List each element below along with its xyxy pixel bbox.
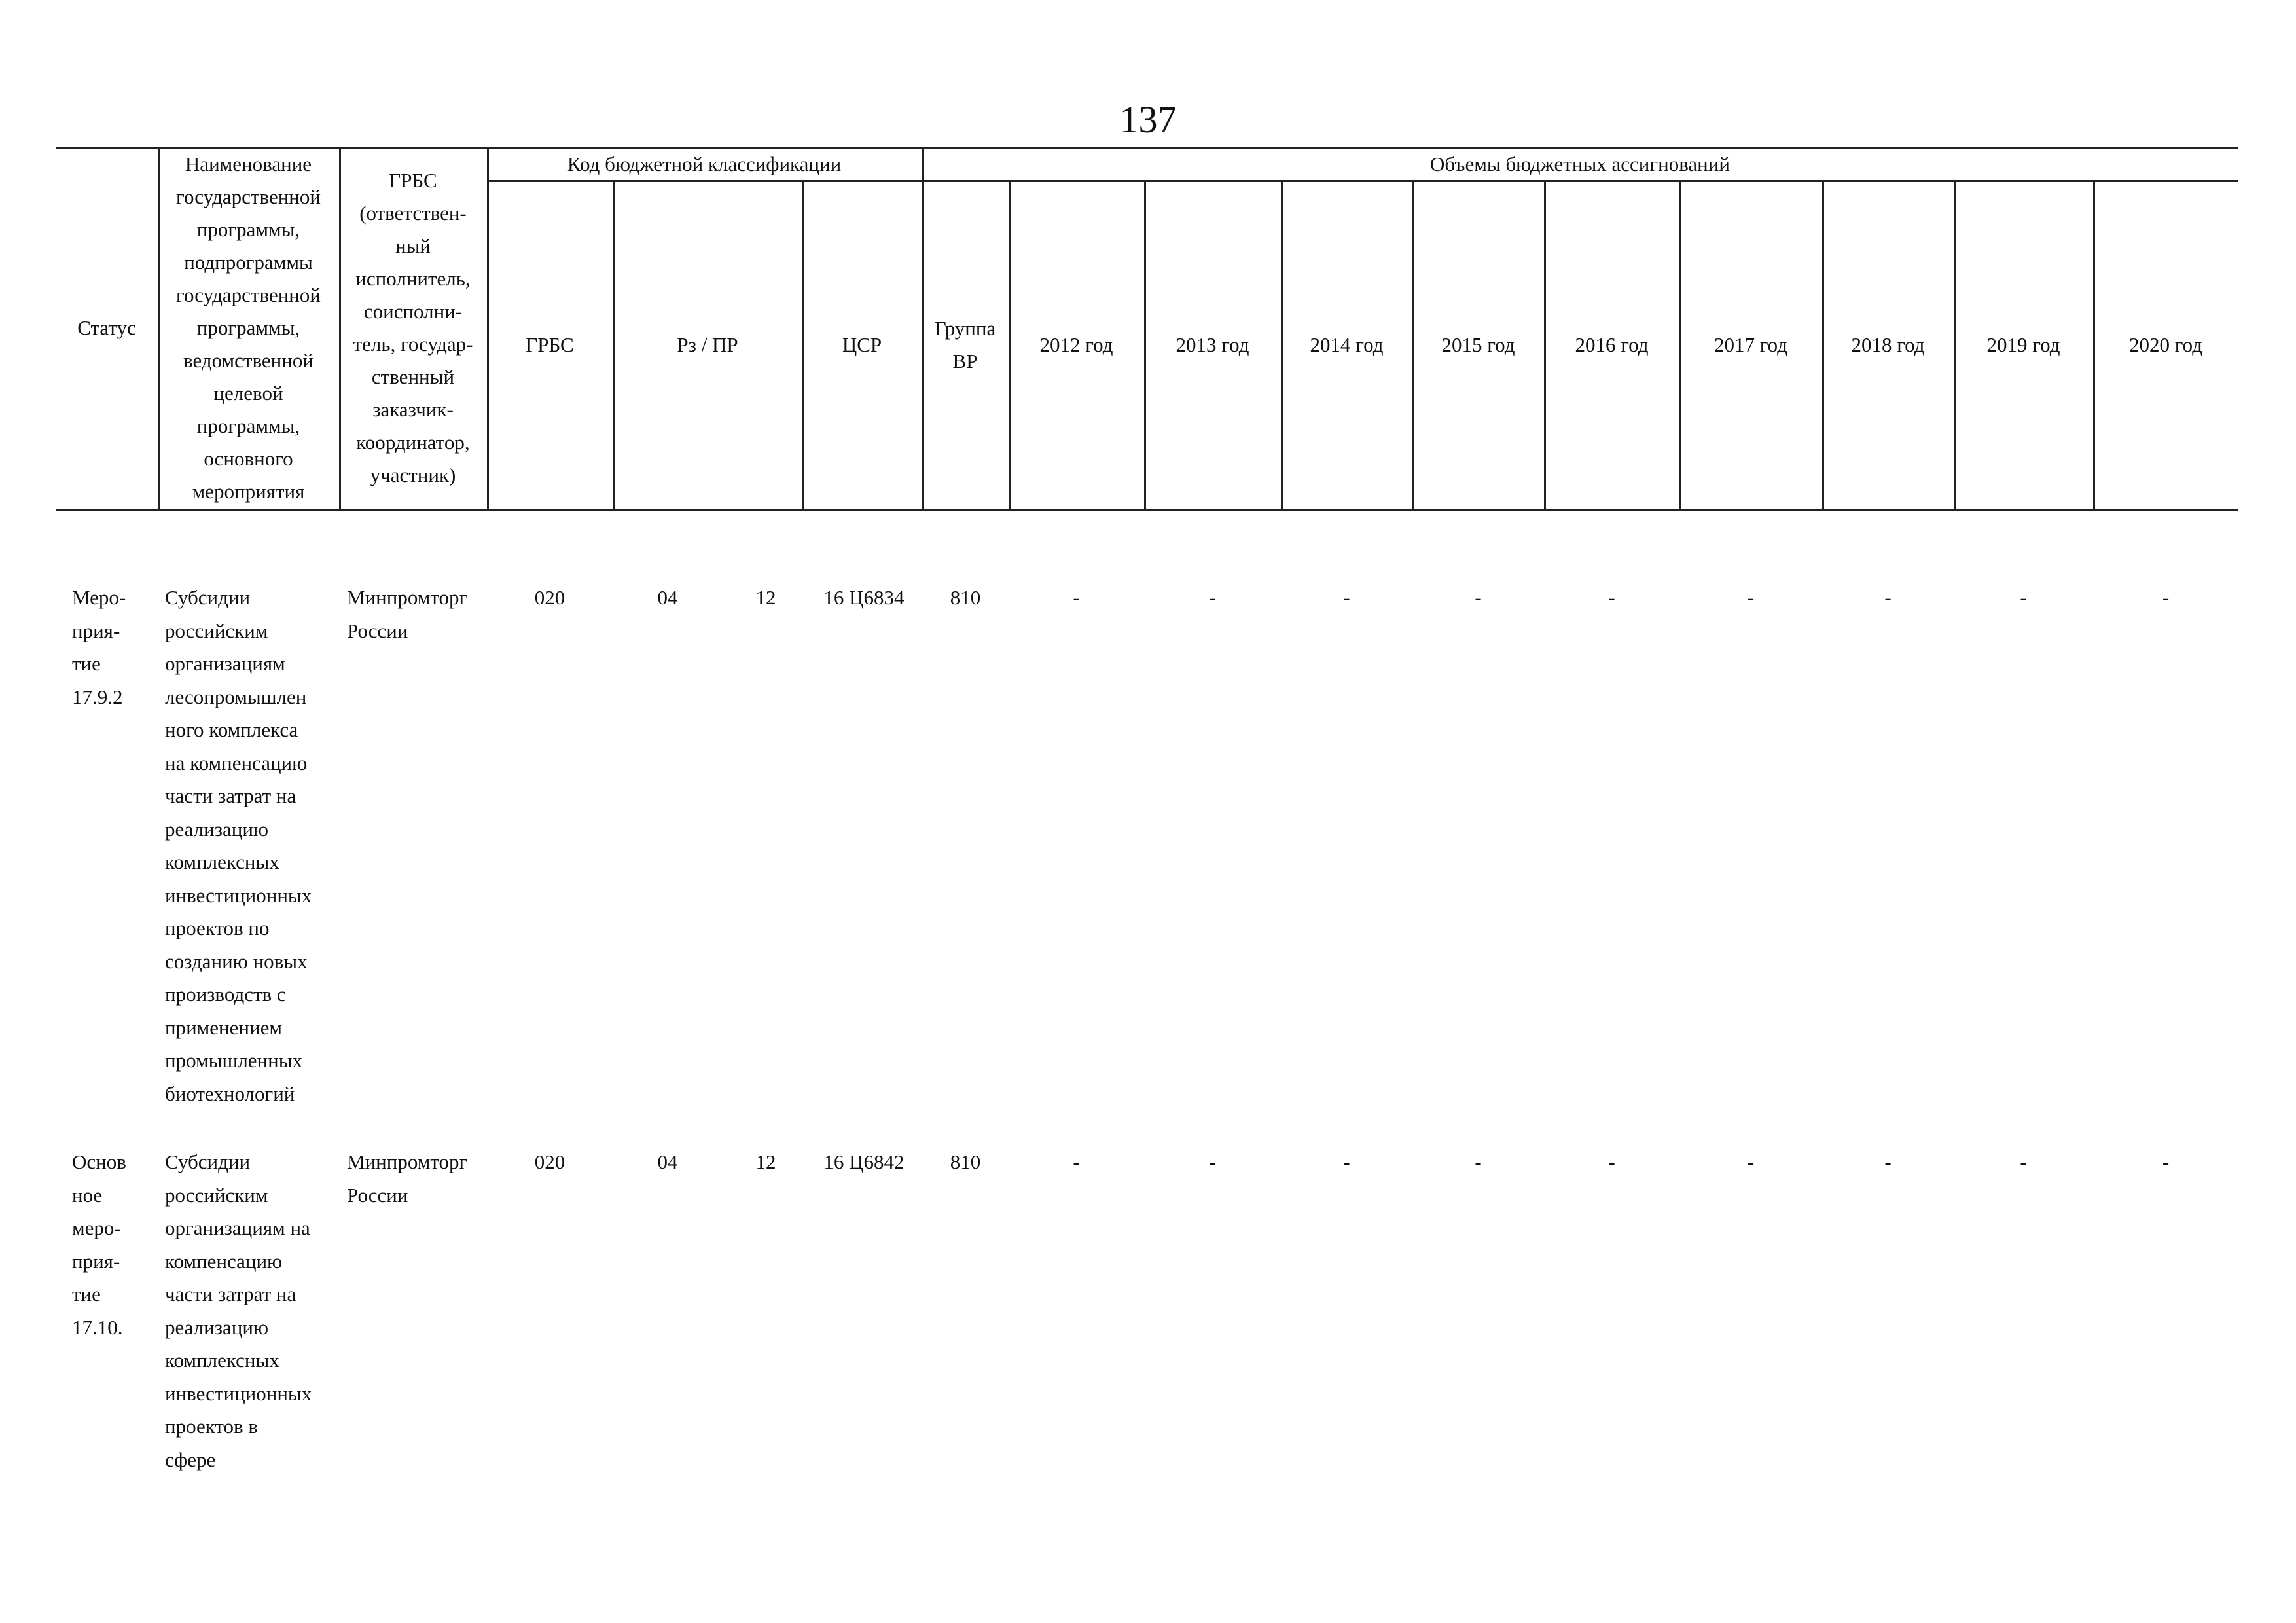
header-year-2019: 2019 год [1986,333,2060,356]
row-value-2018: - [1884,1150,1892,1173]
row-vr-code: 810 [950,586,981,609]
row-status: Основ ное меро- прия- тие 17.10. [72,1150,126,1339]
row-value-2017: - [1747,1150,1755,1173]
row-value-2016: - [1608,586,1615,609]
header-year-2020: 2020 год [2128,333,2203,356]
row-value-2015: - [1475,586,1482,609]
header-csr: ЦСР [842,333,882,356]
row-value-2017: - [1747,586,1755,609]
row-rz-code: 04 [657,1150,678,1173]
row-value-2013: - [1209,586,1216,609]
row-value-2012: - [1073,1150,1080,1173]
header-bottom-border [56,509,2238,511]
header-allocations-group: Объемы бюджетных ассигнований [1430,152,1730,175]
row-grbs-code: 020 [534,1150,565,1173]
header-year-2014: 2014 год [1310,333,1384,356]
header-year-2018: 2018 год [1851,333,1925,356]
header-rz-pr: Рз / ПР [677,333,738,356]
row-value-2019: - [2020,1150,2027,1173]
row-value-2014: - [1343,586,1350,609]
header-year-2013: 2013 год [1175,333,1249,356]
header-grbs-role: ГРБС (ответствен- ный исполнитель, соисполни- тель, государ- ственный заказчик- координатор, участник) [353,169,473,486]
row-grbs-name: Минпромторг России [347,586,468,642]
row-value-2015: - [1475,1150,1482,1173]
row-value-2016: - [1608,1150,1615,1173]
header-year-2012: 2012 год [1039,333,1113,356]
header-year-2017: 2017 год [1713,333,1788,356]
row-value-2020: - [2162,1150,2170,1173]
header-budget-code-group: Код бюджетной классификации [567,152,842,175]
row-grbs-name: Минпромторг России [347,1150,468,1207]
page-number: 137 [1119,98,1177,141]
header-group-vr: Группа ВР [934,316,996,373]
row-value-2020: - [2162,586,2170,609]
header-grbs: ГРБС [526,333,574,356]
header-status: Статус [77,316,136,339]
row-program-name: Субсидии российским организациям на компенсацию части затрат на реализацию комплексных инвестиционных проектов в сфере [165,1150,312,1471]
row-rz-code: 04 [657,586,678,609]
header-program-name: Наименование государственной программы, подпрограммы государственной программы, ведомственной целевой программы, основного мероприятия [176,153,321,503]
row-vr-code: 810 [950,1150,981,1173]
header-year-2016: 2016 год [1575,333,1649,356]
row-pr-code: 12 [755,1150,776,1173]
row-value-2018: - [1884,586,1892,609]
row-value-2012: - [1073,586,1080,609]
row-value-2019: - [2020,586,2027,609]
row-grbs-code: 020 [534,586,565,609]
row-program-name: Субсидии российским организациям лесопромышлен ного комплекса на компенсацию части затрат на реализацию комплексных инвестиционных проектов по созданию новых производств с применением промышленных биотехнологий [165,586,312,1105]
row-csr-code: 16 Ц6842 [823,1150,905,1173]
header-year-2015: 2015 год [1441,333,1515,356]
row-value-2014: - [1343,1150,1350,1173]
row-pr-code: 12 [755,586,776,609]
row-status: Меро- прия- тие 17.9.2 [72,586,126,708]
row-csr-code: 16 Ц6834 [823,586,905,609]
row-value-2013: - [1209,1150,1216,1173]
